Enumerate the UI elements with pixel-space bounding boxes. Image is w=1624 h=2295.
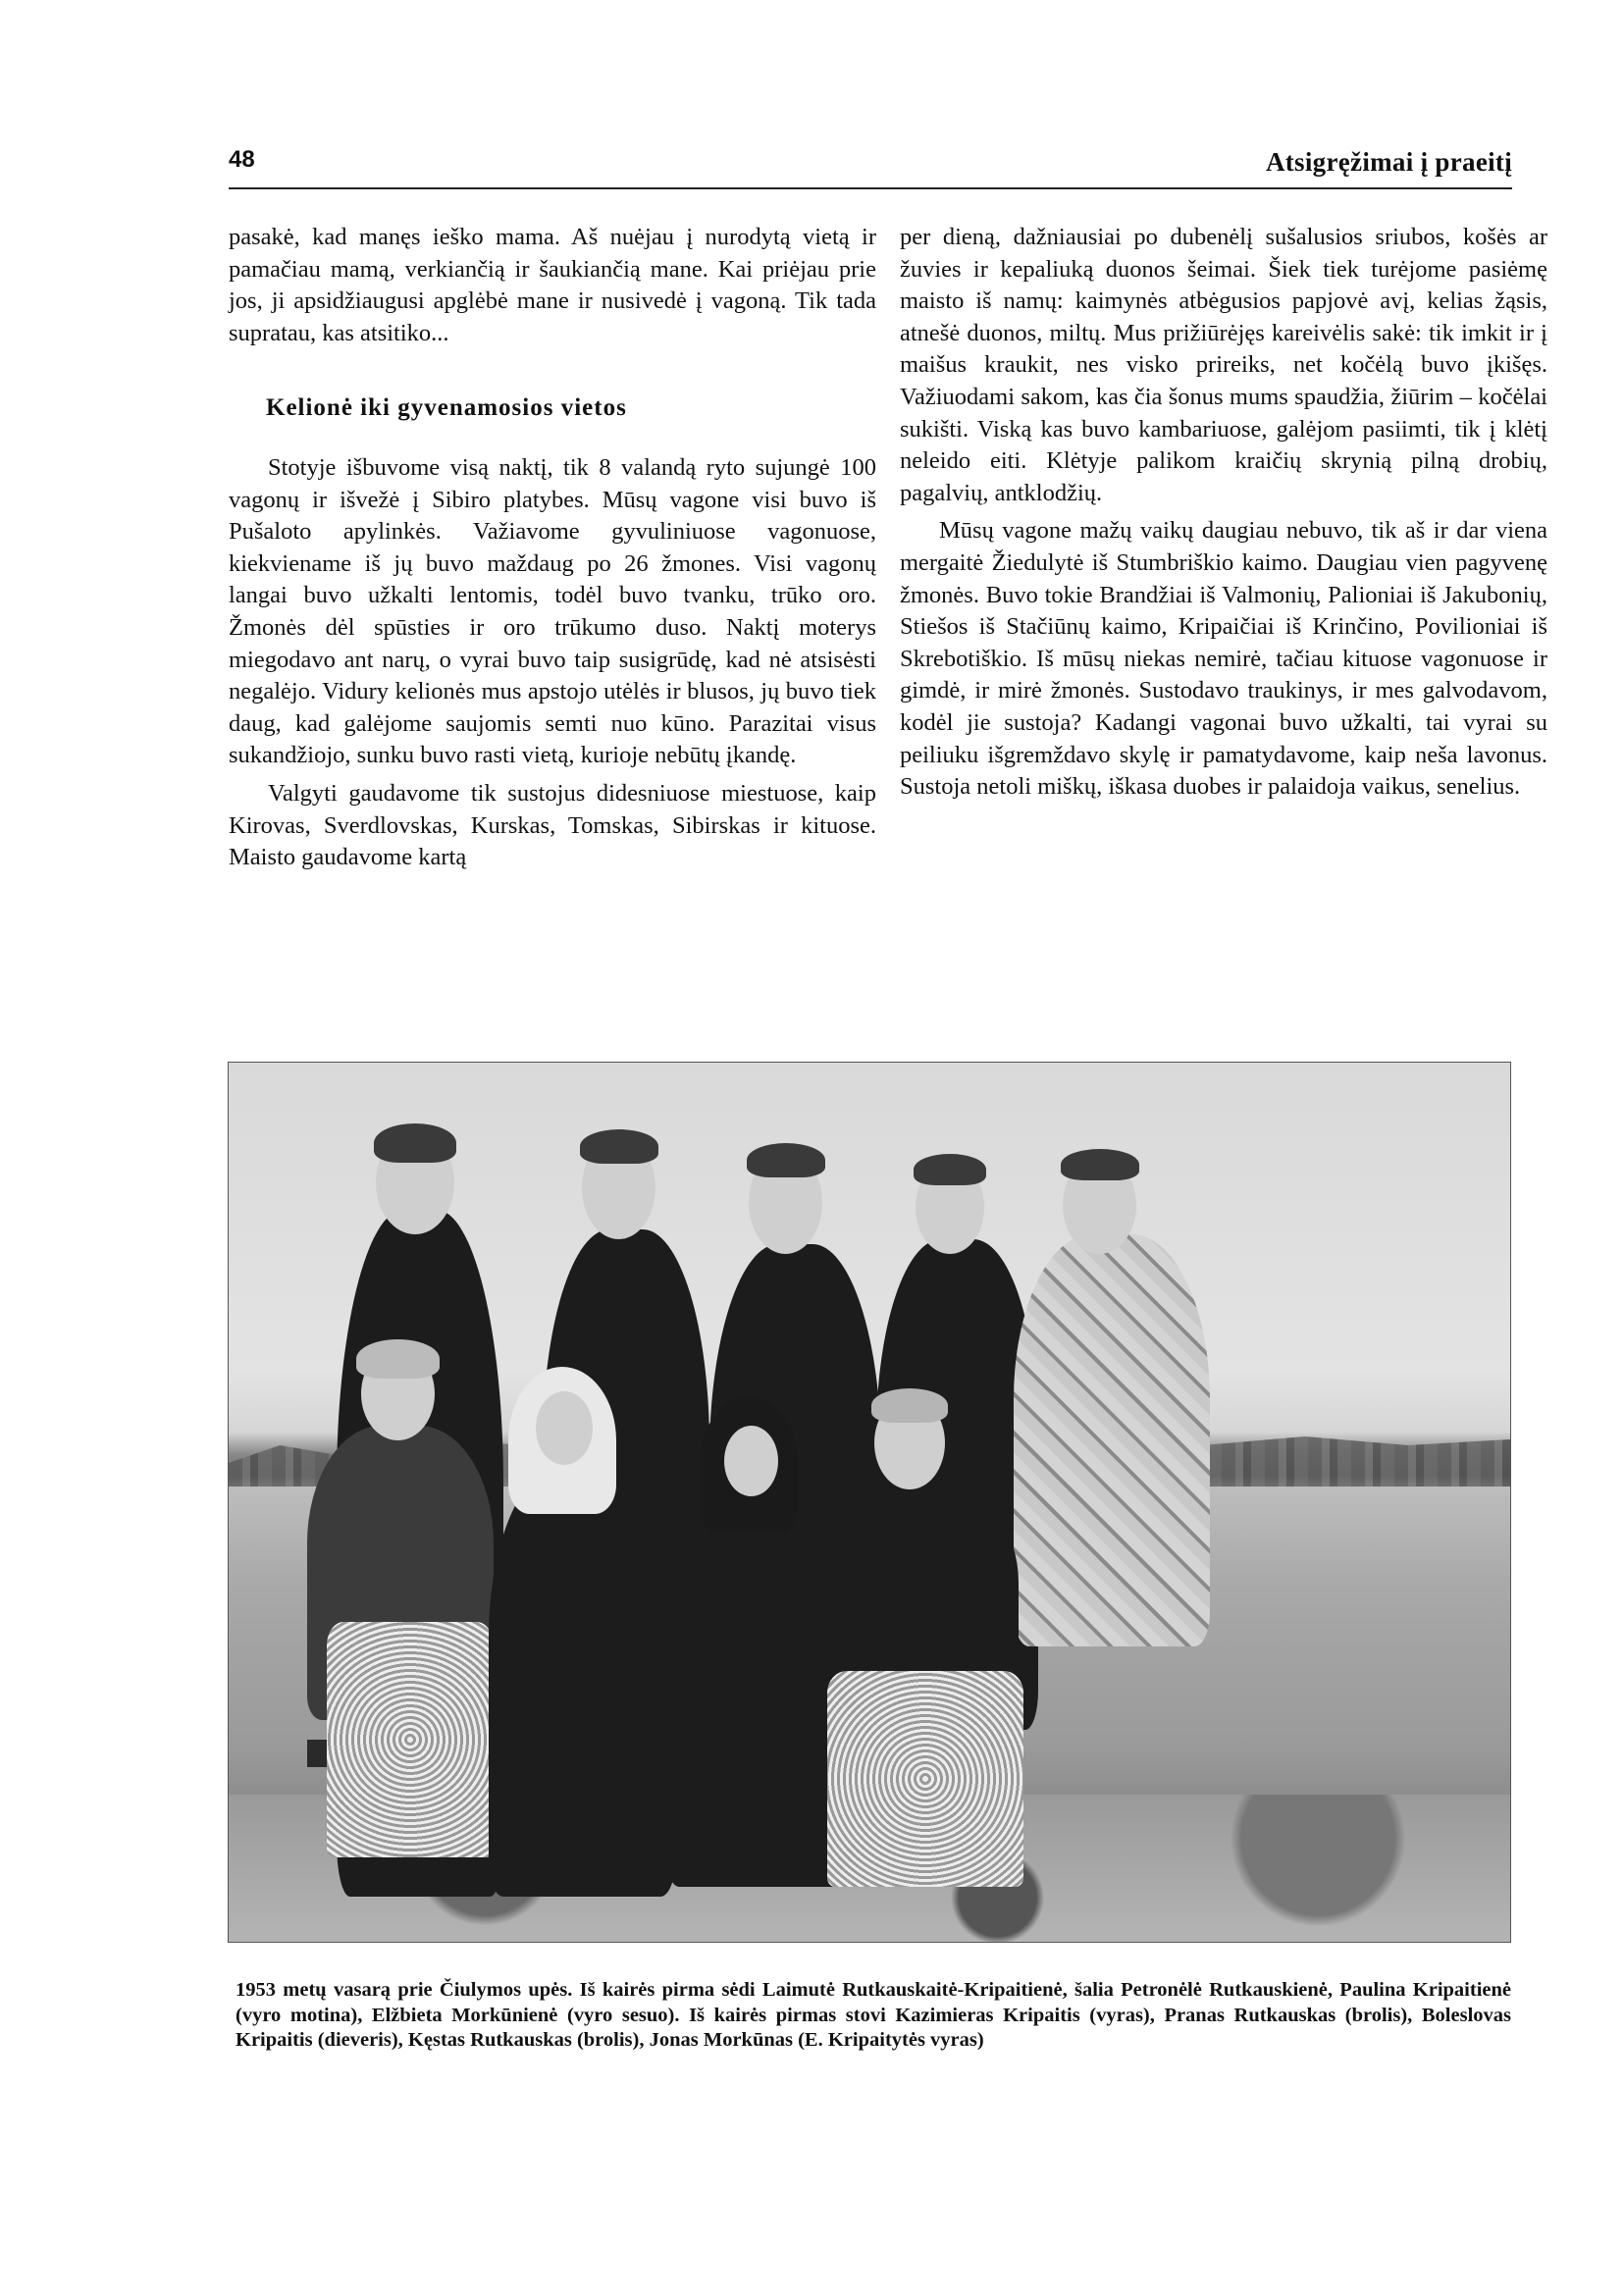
page-header — [229, 145, 1512, 188]
paragraph: Valgyti gaudavome tik sustojus didesniuose miestuose, kaip Kirovas, Sverdlovskas, Kurskas, Tomskas, Sibirskas ir kituose. Maisto gaudavome kartą — [229, 779, 876, 871]
photo-hair — [747, 1143, 825, 1177]
paragraph: per dieną, dažniausiai po dubenėlį sušalusios sriubos, košės ar žuvies ir kepaliuką duonos šeimai. Šiek tiek turėjome pasiėmę maisto iš namų: kaimynės atbėgusios papjovė avį, kelias žąsis, atnešė duonos, miltų. Mus prižiūrėjęs kareivėlis sakė: tik imkit ir į maišus kraukit, nes visko prireiks, net kočėlą buvo įkišęs. Važiuodami sakom, kas čia šonus mums spaudžia, žiūrim – kočėlai sukišti. Viską kas buvo kambariuose, galėjom pasiimti, tik į klėtį neleido eiti. Klėtyje palikom kraičių skrynią pilną drobių, pagalvių, antklodžių. — [900, 224, 1547, 506]
photo-skirt — [827, 1671, 1023, 1887]
running-title: Atsigręžimai į praeitį — [1265, 147, 1512, 177]
photo-head — [724, 1426, 778, 1496]
photo-person-seated-2 — [489, 1465, 675, 1897]
group-photograph — [228, 1062, 1511, 1943]
paragraph: Mūsų vagone mažų vaikų daugiau nebuvo, tik aš ir dar viena mergaitė Žiedulytė iš Stumbriškio kaimo. Daugiau vien pagyvenę žmonės. Buvo tokie Brandžiai iš Valmonių, Palioniai iš Jakubonių, Stiešos iš Stačiūnų kaimo, Kripaičiai iš Krinčino, Povilioniai iš Skrebotiškio. Iš mūsų niekas nemirė, tačiau kituose vagonuose ir gimdė, ir mirė žmonės. Sustodavo traukinys, ir mes galvodavom, kodėl jie sustoja? Kadangi vagonai buvo užkalti, tai vyrai su peiliuku išgremždavo skylę ir pamatydavome, kaip neša lavonus. Sustoja netoli miškų, iškasa duobes ir palaidoja vaikus, senelius. — [900, 517, 1547, 801]
photo-hair — [914, 1154, 986, 1185]
photo-hair — [871, 1388, 948, 1423]
header-rule — [229, 187, 1512, 189]
photo-skirt — [327, 1622, 494, 1857]
photo-hair — [356, 1339, 440, 1379]
photo-hair — [1061, 1149, 1139, 1180]
right-column — [900, 222, 1547, 804]
left-column — [229, 222, 876, 874]
photo-caption: 1953 metų vasarą prie Čiulymos upės. Iš kairės pirma sėdi Laimutė Rutkauskaitė-Kripaitienė, šalia Petronėlė Rutkauskienė, Paulina Kripaitienė (vyro motina), Elžbieta Morkūnienė (vyro sesuo). Iš kairės pirmas stovi Kazimieras Kripaitis (vyras), Pranas Rutkauskas (brolis), Boleslovas Kripaitis (dieveris), Kęstas Rutkauskas (brolis), Jonas Morkūnas (E. Kripaitytės vyras) — [236, 1979, 1511, 2051]
photo-person-seated-3 — [665, 1494, 847, 1887]
section-heading: Kelionė iki gyvenamosios vietos — [266, 394, 627, 422]
photo-hair — [374, 1123, 456, 1163]
photo-head — [536, 1391, 593, 1465]
photo-hair — [580, 1129, 658, 1164]
paragraph: Stotyje išbuvome visą naktį, tik 8 valandą ryto sujungė 100 vagonų ir išvežė į Sibiro platybes. Mūsų vagone visi buvo iš Pušaloto apylinkės. Važiavome gyvuliniuose vagonuose, kiekviename iš jų buvo maždaug po 26 žmones. Visi vagonų langai buvo užkalti lentomis, todėl buvo tvanku, trūko oro. Žmonės dėl spūsties ir oro trūkumo duso. Naktį moterys miegodavo ant narų, o vyrai buvo taip susigrūdę, kad nė atsisėsti negalėjo. Vidury kelionės mus apstojo utėlės ir blusos, jų buvo tiek daug, kad galėjome saujomis semti nuo kūno. Parazitai visus sukandžiojo, sunku buvo rasti vietą, kurioje nebūtų įkandę. — [229, 453, 876, 769]
page-number: 48 — [229, 146, 255, 173]
paragraph: pasakė, kad manęs ieško mama. Aš nuėjau į nurodytą vietą ir pamačiau mamą, verkiančią ir šaukiančią mane. Kai priėjau prie jos, ji apsidžiaugusi apglėbė mane ir nusivedė į vagoną. Tik tada supratau, kas atsitiko... — [229, 224, 876, 346]
photo-person-standing-5 — [1014, 1234, 1210, 1646]
